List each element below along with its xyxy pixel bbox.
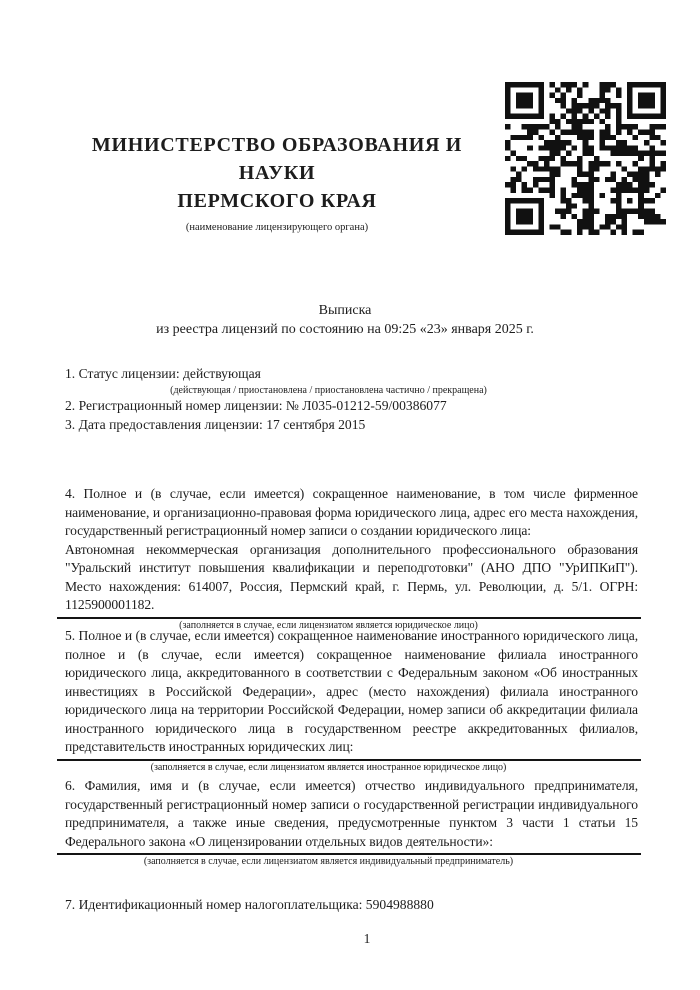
fields-1-2-3 <box>65 365 638 434</box>
field-individual-entrepreneur-note: (заполняется в случае, если лицензиатом является индивидуальный предприниматель) <box>143 856 514 867</box>
field-grant-date: 3. Дата предоставления лицензии: 17 сентября 2015 <box>65 416 366 432</box>
field-taxpayer-number-group <box>65 896 638 915</box>
fill-in-line <box>57 617 641 619</box>
page-number: 1 <box>363 931 371 946</box>
licensing-authority-header <box>53 131 501 234</box>
authority-name-line1: МИНИСТЕРСТВО ОБРАЗОВАНИЯ И НАУКИ <box>91 134 463 184</box>
field-foreign-entity <box>65 627 638 774</box>
document-title-line1: Выписка <box>318 303 372 318</box>
field-legal-entity-label: 4. Полное и (в случае, если имеется) сокращенное наименование, в том числе фирменное наименование, и организационно-правовая форма юридического лица, адрес его места нахождения, государственный регистрационный номер записи о создании юридического лица: <box>65 486 638 538</box>
field-license-status: 1. Статус лицензии: действующая <box>65 366 261 381</box>
fill-in-line <box>57 853 641 855</box>
field-legal-entity <box>65 485 638 632</box>
qr-code <box>505 82 666 235</box>
field-foreign-entity-note: (заполняется в случае, если лицензиатом является иностранное юридическое лицо) <box>150 761 507 773</box>
field-individual-entrepreneur-label: 6. Фамилия, имя и (в случае, если имеется) отчество индивидуального предпринимателя, государственный регистрационный номер записи о государственной регистрации индивидуального предпринимателя, а также иные сведения, предусмотренные пунктом 3 части 1 статьи 15 Федерального закона «О лицензировании отдельных видов деятельности»: <box>65 778 638 849</box>
fill-in-line <box>57 759 641 761</box>
document-title-line2: из реестра лицензий по состоянию на 09:25 «23» января 2025 г. <box>156 322 534 337</box>
authority-caption: (наименование лицензирующего органа) <box>185 222 369 233</box>
field-individual-entrepreneur <box>65 777 638 869</box>
authority-name-line2: ПЕРМСКОГО КРАЯ <box>177 190 377 212</box>
field-foreign-entity-label: 5. Полное и (в случае, если имеется) сокращенное наименование иностранного юридического лица, полное и (в случае, если имеется) сокращенное наименование филиала иностранного юридического лица, аккредитованного в соответствии с Федеральным законом «Об иностранных инвестициях в Российской Федерации», адрес (место нахождения) филиала иностранного юридического лица на территории Российской Федерации, номер записи об аккредитации филиала иностранного юридического лица в государственном реестре аккредитованных филиалов, представительств иностранных юридических лиц: <box>65 628 638 754</box>
field-legal-entity-value: Автономная некоммерческая организация дополнительного профессионального образования "Уральский институт повышения квалификации и переподготовки" (АНО ДПО "УрИПКиП"). Место нахождения: 614007, Россия, Пермский край, г. Пермь, ул. Революции, д. 5/1. ОГРН: 1125900001182. <box>65 541 638 612</box>
field-license-status-note: (действующая / приостановлена / приостановлена частично / прекращена) <box>170 384 487 396</box>
field-taxpayer-number: 7. Идентификационный номер налогоплательщика: 5904988880 <box>65 897 434 912</box>
field-registration-number: 2. Регистрационный номер лицензии: № Л035-01212-59/00386077 <box>65 398 447 413</box>
document-title <box>0 301 695 339</box>
field-legal-entity-note: (заполняется в случае, если лицензиатом является юридическое лицо) <box>179 619 478 631</box>
